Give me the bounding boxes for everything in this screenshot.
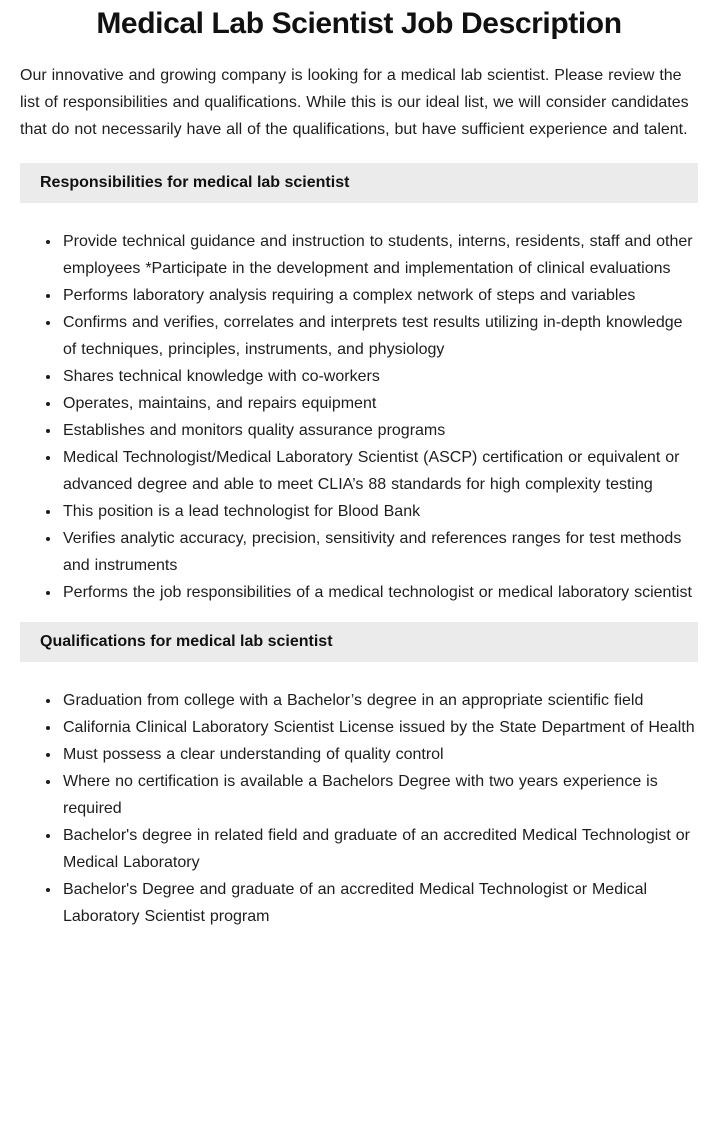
qualifications-section-heading: Qualifications for medical lab scientist bbox=[20, 622, 698, 662]
list-item: • Performs the job responsibilities of a medical technologist or medical laboratory scientist bbox=[61, 579, 698, 606]
qualifications-section bbox=[20, 622, 698, 930]
list-item: • Establishes and monitors quality assurance programs bbox=[61, 417, 698, 444]
list-item: • This position is a lead technologist for Blood Bank bbox=[61, 498, 698, 525]
list-item: • Graduation from college with a Bachelor’s degree in an appropriate scientific field bbox=[61, 687, 698, 714]
page-title: Medical Lab Scientist Job Description bbox=[96, 7, 622, 40]
list-item: • Operates, maintains, and repairs equipment bbox=[61, 390, 698, 417]
responsibilities-section-heading: Responsibilities for medical lab scientist bbox=[20, 163, 698, 203]
responsibilities-list bbox=[20, 228, 698, 606]
list-item: • Performs laboratory analysis requiring a complex network of steps and variables bbox=[61, 282, 698, 309]
list-item: • Shares technical knowledge with co-workers bbox=[61, 363, 698, 390]
list-item: • Where no certification is available a Bachelors Degree with two years experience is required bbox=[61, 768, 698, 822]
intro-paragraph: Our innovative and growing company is looking for a medical lab scientist. Please review the list of responsibilities and qualifications. While this is our ideal list, we will consider candidates that do not necessarily have all of the qualifications, but have sufficient experience and talent. bbox=[20, 67, 689, 138]
responsibilities-section bbox=[20, 163, 698, 606]
list-item: • Provide technical guidance and instruction to students, interns, residents, staff and other employees *Participate in the development and implementation of clinical evaluations bbox=[61, 228, 698, 282]
list-item: • Confirms and verifies, correlates and interprets test results utilizing in-depth knowledge of techniques, principles, instruments, and physiology bbox=[61, 309, 698, 363]
qualifications-list bbox=[20, 687, 698, 930]
list-item: • Medical Technologist/Medical Laboratory Scientist (ASCP) certification or equivalent or advanced degree and able to meet CLIA’s 88 standards for high complexity testing bbox=[61, 444, 698, 498]
list-item: • California Clinical Laboratory Scientist License issued by the State Department of Health bbox=[61, 714, 698, 741]
list-item: • Bachelor's Degree and graduate of an accredited Medical Technologist or Medical Laboratory Scientist program bbox=[61, 876, 698, 930]
list-item: • Must possess a clear understanding of quality control bbox=[61, 741, 698, 768]
list-item: • Bachelor's degree in related field and graduate of an accredited Medical Technologist or Medical Laboratory bbox=[61, 822, 698, 876]
list-item: • Verifies analytic accuracy, precision, sensitivity and references ranges for test methods and instruments bbox=[61, 525, 698, 579]
